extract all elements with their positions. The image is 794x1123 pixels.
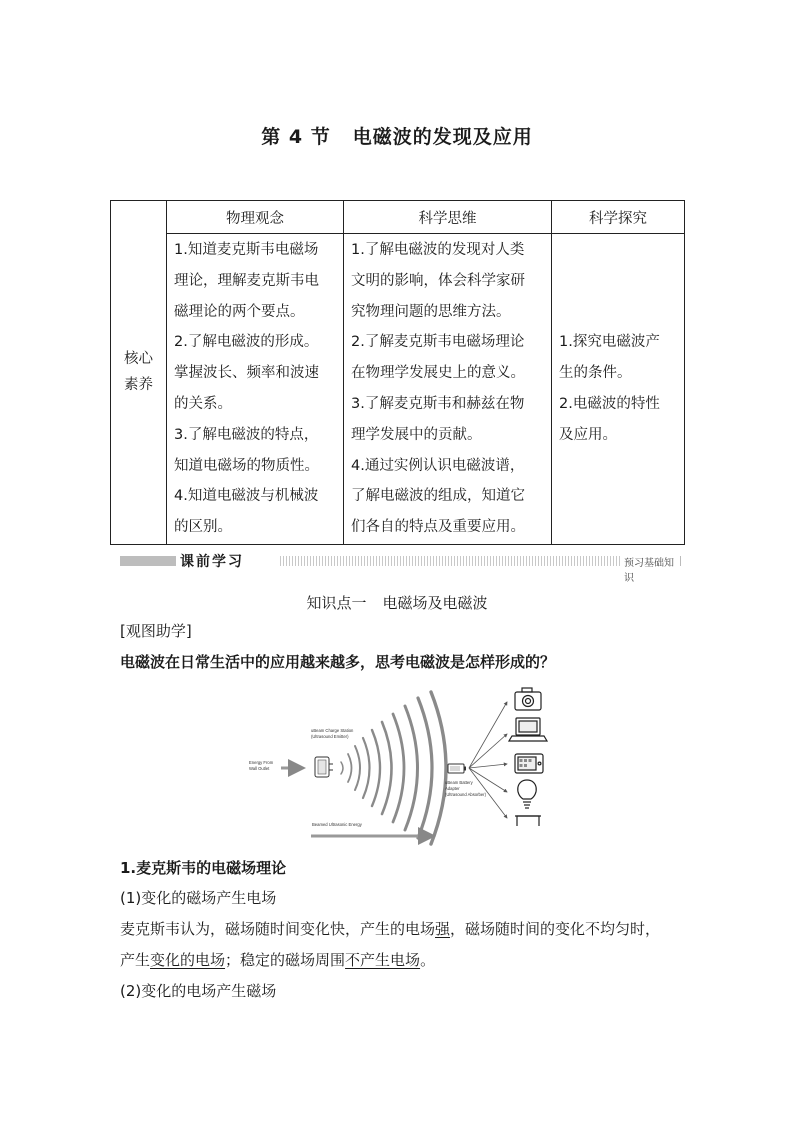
- table-line: 4.通过实例认识电磁波谱，: [351, 457, 525, 474]
- subsection-1-title: (1)变化的磁场产生电场: [120, 889, 277, 907]
- station-label: uBeam Charge Station: [311, 728, 354, 733]
- banner-label-pre-class: 课前学习: [180, 554, 244, 570]
- answer-blank: 强: [435, 920, 451, 938]
- table-line: 文明的影响，体会科学家研: [351, 272, 525, 289]
- table-line: 了解电磁波的组成，知道它: [351, 488, 525, 505]
- ubeam-diagram: [245, 680, 555, 848]
- table-line: 的关系。: [174, 395, 232, 412]
- banner-tail: [680, 556, 682, 566]
- table-line: 磁理论的两个要点。: [174, 303, 305, 320]
- row-header-core-literacy: [111, 201, 167, 545]
- camera-icon: [515, 688, 541, 710]
- tablet-icon: [515, 754, 543, 773]
- beam-label: Beamed Ultrasonic Energy: [312, 822, 362, 827]
- core-literacy-table: [110, 200, 685, 545]
- knowledge-point-title: [0, 592, 794, 613]
- battery-adapter-icon: [448, 764, 466, 773]
- text-span: ；稳定的磁场周围: [225, 951, 346, 969]
- table-line: 生的条件。: [559, 365, 632, 382]
- table-line: 掌握波长、频率和波速: [174, 365, 319, 382]
- light-bulb-icon: [518, 780, 536, 808]
- table-line: 究物理问题的思维方法。: [351, 303, 511, 320]
- column-header-scientific-inquiry: 科学探究: [552, 201, 685, 234]
- energy-source-label: Energy From: [249, 760, 274, 765]
- knowledge-point-name: 电磁场及电磁波: [382, 594, 488, 612]
- energy-source-label: Wall Outlet: [249, 766, 270, 771]
- distribution-arrows: [469, 702, 507, 818]
- scientific-thinking-cell: [344, 234, 552, 545]
- table-line: 1.了解电磁波的发现对人类: [351, 242, 525, 258]
- answer-blank: 变化的电场: [150, 951, 226, 969]
- ubeam-figure: [245, 680, 555, 848]
- section-name: 电磁波的发现及应用: [352, 126, 533, 148]
- section-banner: [120, 553, 680, 584]
- adapter-label: Adapter: [445, 786, 460, 791]
- row-header-line-2: 素养: [124, 377, 153, 394]
- answer-blank: 不产生电场: [345, 951, 421, 969]
- table-line: 知道电磁场的物质性。: [174, 457, 319, 474]
- column-header-physics-concept: 物理观念: [167, 201, 344, 234]
- table-line: 1.知道麦克斯韦电磁场: [174, 242, 319, 258]
- table-line: 2.了解麦克斯韦电磁场理论: [351, 334, 525, 351]
- device-icon: [515, 816, 541, 826]
- scientific-inquiry-cell: [552, 234, 685, 545]
- table-line: 的区别。: [174, 519, 232, 536]
- page-title: [0, 122, 794, 149]
- text-span: ，磁场随时间的变化不均匀时，: [450, 920, 661, 938]
- subsection-2-title: (2)变化的电场产生磁场: [120, 982, 277, 1000]
- table-line: 2.了解电磁波的形成。: [174, 334, 319, 351]
- table-line: 4.知道电磁波与机械波: [174, 488, 319, 505]
- knowledge-point-index: 知识点一: [306, 594, 367, 612]
- table-line: 及应用。: [559, 426, 617, 443]
- laptop-icon: [509, 718, 547, 741]
- section-number: 第 4 节: [261, 126, 331, 148]
- table-line: 们各自的特点及重要应用。: [351, 519, 525, 536]
- guide-label: [观图助学]: [120, 622, 192, 640]
- banner-stripe: [280, 556, 620, 566]
- text-span: 。: [420, 951, 436, 969]
- adapter-label: uBeam Battery: [445, 780, 473, 785]
- text-span: 产生: [120, 951, 151, 969]
- physics-concept-cell: [167, 234, 344, 545]
- column-header-scientific-thinking: 科学思维: [344, 201, 552, 234]
- adapter-label: (Ultrasound Absorber): [445, 792, 486, 797]
- table-line: 2.电磁波的特性: [559, 395, 660, 412]
- guiding-question: 电磁波在日常生活中的应用越来越多，思考电磁波是怎样形成的？: [120, 653, 556, 671]
- paragraph-line-2: [120, 950, 435, 970]
- text-span: 麦克斯韦认为，磁场随时间变化快，产生的电场: [120, 920, 436, 938]
- table-line: 在物理学发展史上的意义。: [351, 365, 525, 382]
- charge-station-icon: [315, 757, 333, 777]
- table-line: 理论，理解麦克斯韦电: [174, 272, 319, 289]
- table-line: 3.了解麦克斯韦和赫兹在物: [351, 395, 525, 412]
- section-1-title: 1.麦克斯韦的电磁场理论: [120, 859, 287, 877]
- station-label: (Ultrasound Emitter): [311, 734, 349, 739]
- banner-bar: [120, 556, 176, 566]
- paragraph-line-1: [120, 919, 660, 939]
- banner-label-preview: 预习基础知识: [624, 558, 674, 584]
- row-header-line-1: 核心: [124, 351, 153, 368]
- table-line: 3.了解电磁波的特点，: [174, 426, 319, 443]
- table-line: 1.探究电磁波产: [559, 334, 660, 351]
- table-line: 理学发展中的贡献。: [351, 426, 482, 443]
